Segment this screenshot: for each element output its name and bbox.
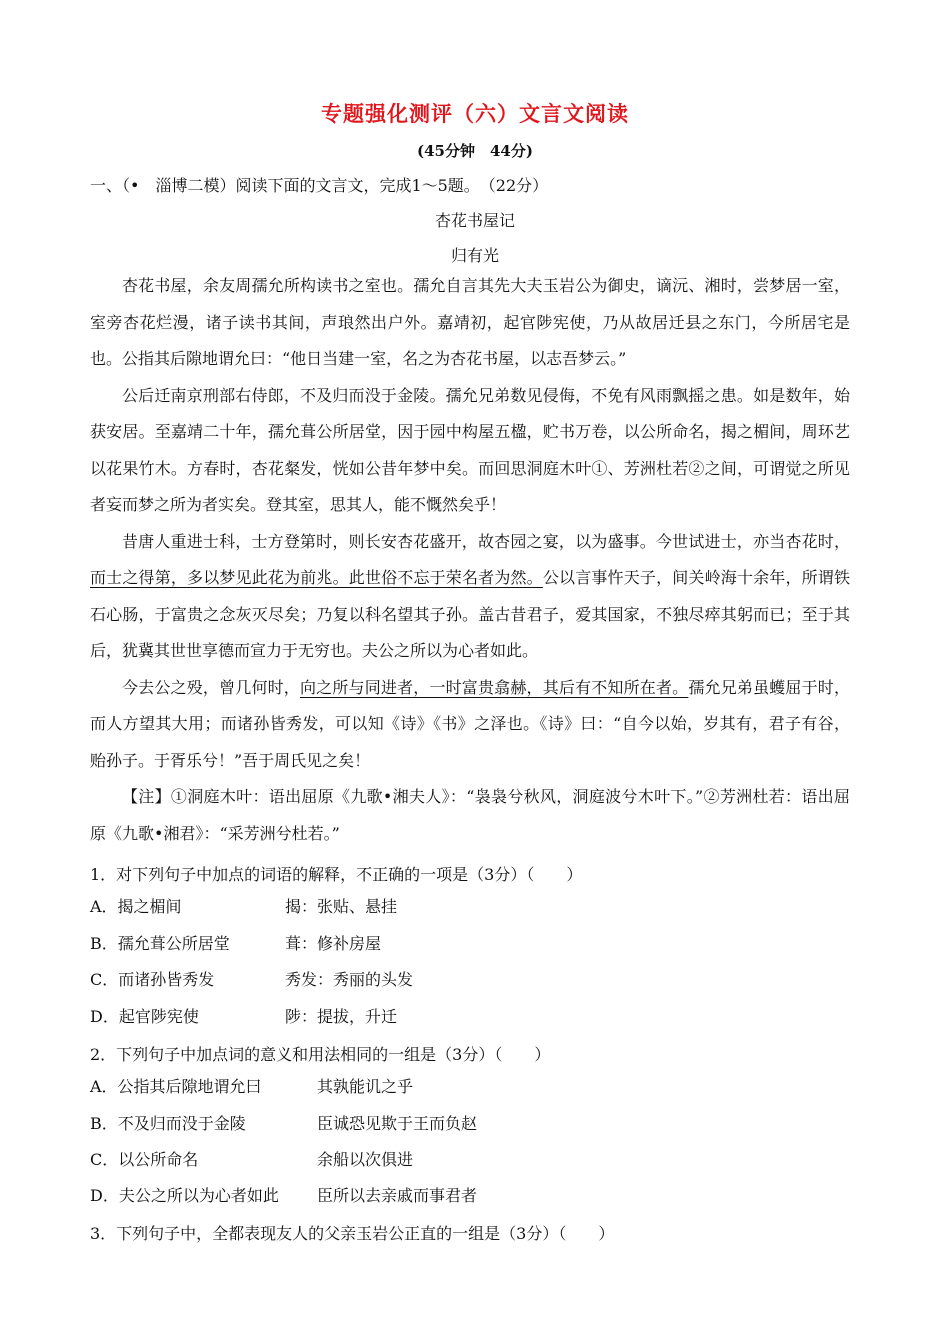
q2-option-c-pair: 余船以次俱进 (317, 1150, 414, 1169)
q1-option-b-gloss: 葺：修补房屋 (285, 934, 382, 953)
page-title: 专题强化测评（六）文言文阅读 (321, 101, 629, 126)
paragraph-4-underlined: 向之所与同进者，一时富贵翕赫，其后有不知所在者。 (300, 677, 689, 697)
q2-option-a: A．公指其后隙地谓允曰 (90, 1077, 262, 1096)
q2-option-b-pair: 臣诚恐见欺于王而负赵 (317, 1114, 478, 1133)
essay-title: 杏花书屋记 (434, 211, 515, 230)
section-heading: 一、（• 淄博二模）阅读下面的文言文，完成1～5题。 （22分） (90, 176, 549, 195)
essay-body (90, 268, 850, 852)
paragraph-1: 杏花书屋，余友周孺允所构读书之室也。孺允自言其先大夫玉岩公为御史，谪沅、湘时，尝梦居一室，室旁杏花烂漫，诸子读书其间，声琅然出户外。嘉靖初，起官陟宪使，乃从故居迁县之东门，今所居宅是也。公指其后隙地谓允曰：“他日当建一室，名之为杏花书屋，以志吾梦云。” (90, 276, 850, 368)
paragraph-4 (90, 670, 850, 780)
q1-option-d: D．起官陟宪使 (90, 1007, 199, 1026)
essay-author: 归有光 (450, 246, 499, 265)
paragraph-3-underlined: 而士之得第，多以梦见此花为前兆。此世俗不忘于荣名者为然。 (90, 568, 543, 587)
question-3: 3．下列句子中，全都表现友人的父亲玉岩公正直的一组是（3分）（ ） (90, 1224, 615, 1243)
question-2: 2．下列句子中加点词的意义和用法相同的一组是（3分）（ ） (90, 1045, 551, 1064)
page-subtitle: (45分钟 44分) (417, 142, 533, 160)
q2-option-b: B．不及归而没于金陵 (90, 1114, 246, 1133)
q2-option-c: C．以公所命名 (90, 1150, 199, 1169)
q2-option-d-pair: 臣所以去亲戚而事君者 (317, 1186, 478, 1205)
q1-option-c-gloss: 秀发：秀丽的头发 (285, 970, 414, 989)
q1-option-d-gloss: 陟：提拔，升迁 (285, 1007, 398, 1026)
paragraph-2: 公后迁南京刑部右侍郎，不及归而没于金陵。孺允兄弟数见侵侮，不免有风雨飘摇之患。如是数年，始获安居。至嘉靖二十年，孺允葺公所居堂，因于园中构屋五楹，贮书万卷，以公所命名，揭之楣间，周环艺以花果竹木。方春时，杏花粲发，恍如公昔年梦中矣。而回思洞庭木叶①、芳洲杜若②之间，可谓觉之所见者妄而梦之所为者实矣。登其室，思其人，能不慨然矣乎！ (90, 385, 850, 514)
q1-option-c: C．而诸孙皆秀发 (90, 970, 215, 989)
q1-option-a-gloss: 揭：张贴、悬挂 (285, 897, 398, 916)
paragraph-3-text-b: 公以言事忤天子，间关岭海十余年，所谓铁石心肠，于富贵之念灰灭尽矣；乃复以科名望其子孙。盖古昔君子，爱其国家，不独尽瘁其躬而已；至于其后，犹冀其世世享德而宣力于无穷也。夫公之所以为心者如此。 (90, 568, 850, 660)
annotation-note: 【注】①洞庭木叶：语出屈原《九歌•湘夫人》：“袅袅兮秋风，洞庭波兮木叶下。”②芳洲杜若：语出屈原《九歌•湘君》：“采芳洲兮杜若。” (90, 787, 850, 843)
paragraph-3-text-a: 昔唐人重进士科，士方登第时，则长安杏花盛开，故杏园之宴，以为盛事。今世试进士，亦当杏花时， (122, 531, 850, 551)
paragraph-4-text-a: 今去公之殁，曾几何时， (122, 677, 300, 697)
q2-option-d: D．夫公之所以为心者如此 (90, 1186, 279, 1205)
q1-option-a: A．揭之楣间 (90, 897, 182, 916)
question-1: 1．对下列句子中加点的词语的解释，不正确的一项是（3分）（ ） (90, 865, 583, 884)
paragraph-4-text-b: 孺允兄弟虽蠖屈于时，而人方望其大用；而诸孙皆秀发，可以知《诗》《书》之泽也。《诗》曰：“自今以始，岁其有，君子有谷，贻孙子。于胥乐兮！”吾于周氏见之矣！ (90, 677, 850, 770)
q1-option-b: B．孺允葺公所居堂 (90, 934, 230, 953)
q2-option-a-pair: 其孰能讥之乎 (317, 1077, 414, 1096)
paragraph-3 (90, 524, 850, 670)
